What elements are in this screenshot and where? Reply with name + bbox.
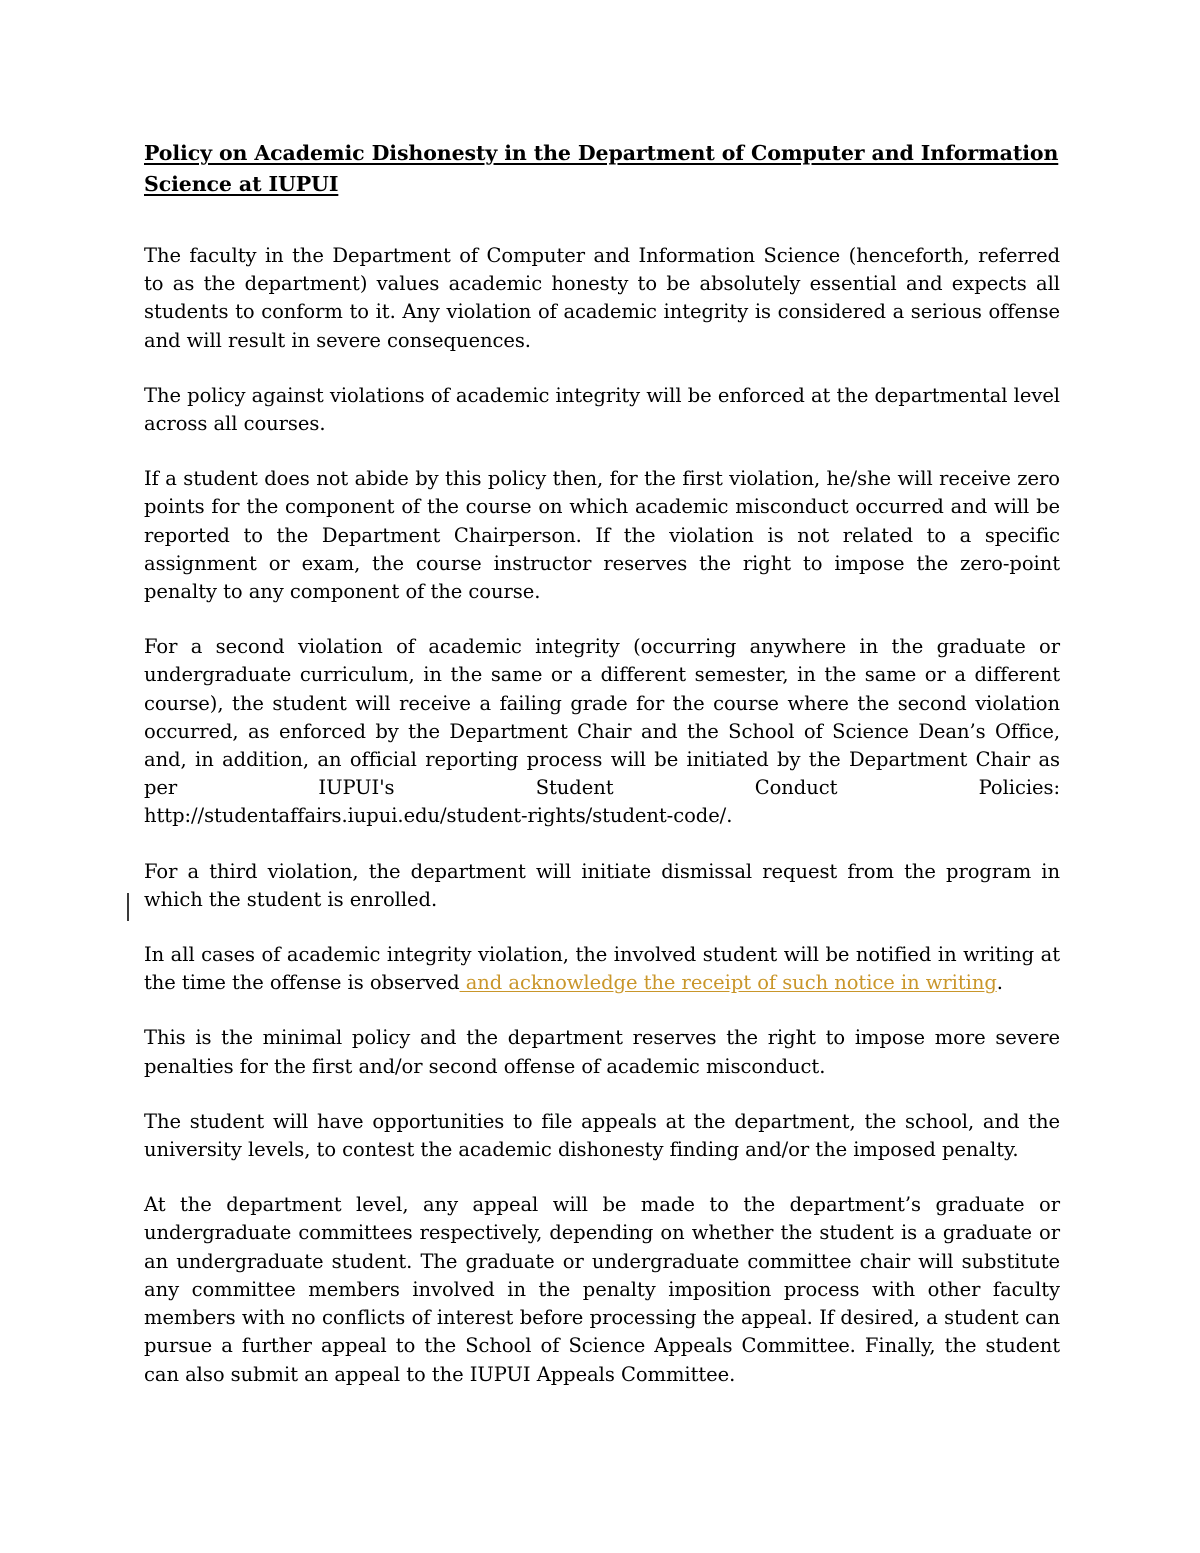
paragraph-spacer <box>144 1081 1060 1108</box>
paragraph-spacer <box>144 1164 1060 1191</box>
paragraph-second-violation <box>144 633 1060 830</box>
paragraph-spacer <box>144 831 1060 858</box>
paragraph-second-violation-text: For a second violation of academic integrity (occurring anywhere in the graduate or undergraduate curriculum, in the same or a different semester, in the same or a different course), the student will receive a failing grade for the course where the second violation occurred, as enforced by the Department Chair and the School of Science Dean’s Office, and, in addition, an official reporting process will be initiated by the Department Chair as per IUPUI's Student Conduct Policies: <box>144 635 1060 800</box>
paragraph-spacer <box>144 997 1060 1024</box>
paragraph-notification-text: In all cases of academic integrity violation, the involved student will be notified in writing at the time the offense is observed <box>144 943 1060 995</box>
paragraph-appeal-opportunities: The student will have opportunities to file appeals at the department, the school, and the university levels, to contest the academic dishonesty finding and/or the imposed penalty. <box>144 1109 1060 1162</box>
paragraph-third-violation: For a third violation, the department will initiate dismissal request from the program in which the student is enrolled. <box>144 859 1060 911</box>
student-code-url: http://studentaffairs.iupui.edu/student-rights/student-code/ <box>144 804 727 828</box>
paragraph-spacer <box>144 606 1060 633</box>
page-title: Policy on Academic Dishonesty in the Department of Computer and Information Science at IUPUI <box>144 141 1059 196</box>
paragraph-notification <box>144 941 1060 997</box>
tracked-change-bar <box>127 893 129 921</box>
document-body <box>144 138 1060 1389</box>
paragraph-enforcement-level: The policy against violations of academic integrity will be enforced at the departmental level across all courses. <box>144 383 1060 436</box>
paragraph-spacer <box>144 355 1060 382</box>
paragraph-appeal-process: At the department level, any appeal will be made to the department’s graduate or undergraduate committees respectively, depending on whether the student is a graduate or an undergraduate student. The graduate or undergraduate committee chair will substitute any committee members involved in the penalty imposition process with other faculty members with no conflicts of interest before processing the appeal. If desired, a student can pursue a further appeal to the School of Science Appeals Committee. Finally, the student can also submit an appeal to the IUPUI Appeals Committee. <box>144 1193 1060 1386</box>
paragraph-intro: The faculty in the Department of Computer and Information Science (henceforth, referred to as the department) values academic honesty to be absolutely essential and expects all students to conform to it. Any violation of academic integrity is considered a serious offense and will result in severe consequences. <box>144 244 1060 352</box>
paragraph-spacer <box>144 914 1060 941</box>
paragraph-notification-tail: . <box>996 971 1003 995</box>
paragraph-first-violation: If a student does not abide by this policy then, for the first violation, he/she will receive zero points for the component of the course on which academic misconduct occurred and will be reported to the Department Chairperson. If the violation is not related to a specific assignment or exam, the course instructor reserves the right to impose the zero-point penalty to any component of the course. <box>144 467 1060 604</box>
tracked-insertion-text: and acknowledge the receipt of such notice in writing <box>459 971 997 995</box>
paragraph-minimal-policy: This is the minimal policy and the department reserves the right to impose more severe penalties for the first and/or second offense of academic misconduct. <box>144 1026 1060 1078</box>
paragraph-second-violation-tail: . <box>726 804 733 828</box>
paragraph-spacer <box>144 438 1060 465</box>
spacer-after-title <box>144 200 1060 242</box>
